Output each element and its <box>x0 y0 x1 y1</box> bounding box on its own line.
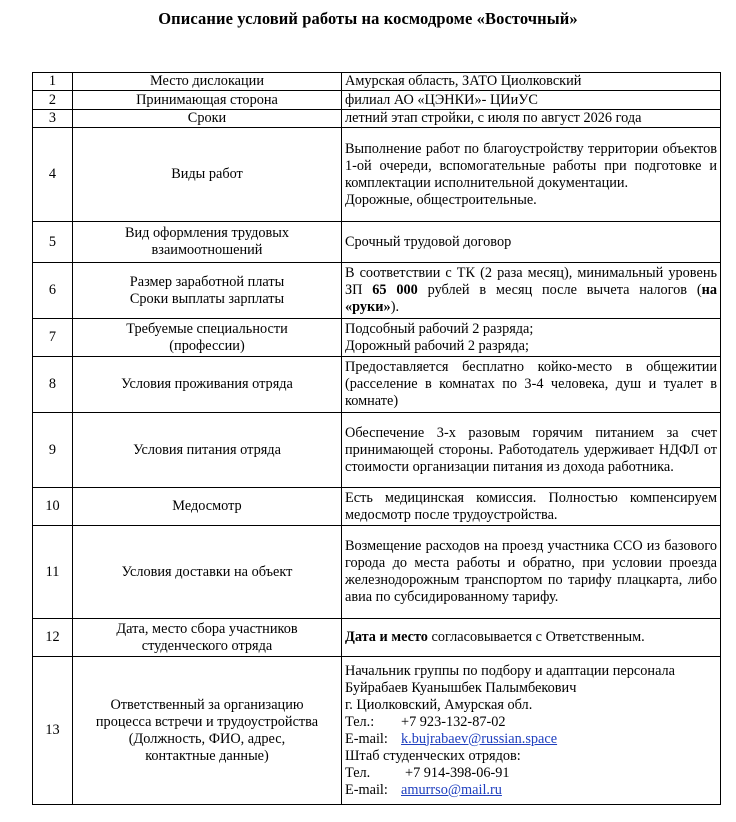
row-number: 5 <box>33 222 73 263</box>
table-row <box>33 73 721 91</box>
contact-name: Буйрабаев Куанышбек Палымбекович <box>345 679 577 696</box>
row-number: 4 <box>33 128 73 222</box>
table-row <box>33 263 721 319</box>
email-link-2[interactable]: amurrso@mail.ru <box>401 781 502 798</box>
contact-email-2: E-mail: amurrso@mail.ru <box>345 781 502 798</box>
row-number: 8 <box>33 357 73 413</box>
conditions-table <box>32 72 721 805</box>
row-number: 1 <box>33 73 73 91</box>
table-row <box>33 128 721 222</box>
table-row <box>33 222 721 263</box>
table-row <box>33 319 721 357</box>
row-label: Требуемые специальности (профессии) <box>73 319 342 357</box>
row-value: В соответствии с ТК (2 раза месяц), минимальный уровень ЗП 65 000 рублей в месяц после вычета налогов (на «руки»). <box>342 263 721 319</box>
row-number: 12 <box>33 619 73 657</box>
row-number: 10 <box>33 488 73 526</box>
row-label: Медосмотр <box>73 488 342 526</box>
row-label: Дата, место сбора участников студенческого отряда <box>73 619 342 657</box>
row-number: 3 <box>33 110 73 128</box>
contact-phone-1: Тел.: +7 923-132-87-02 <box>345 713 506 730</box>
row-label: Условия питания отряда <box>73 413 342 488</box>
email-link-1[interactable]: k.bujrabaev@russian.space <box>401 730 558 747</box>
row-value: Дата и место согласовывается с Ответственным. <box>342 619 721 657</box>
row-number: 6 <box>33 263 73 319</box>
contact-position: Начальник группы по подбору и адаптации персонала <box>345 662 676 679</box>
row-label: Виды работ <box>73 128 342 222</box>
row-value: Амурская область, ЗАТО Циолковский <box>342 73 721 91</box>
row-label: Место дислокации <box>73 73 342 91</box>
table-row <box>33 488 721 526</box>
row-value: филиал АО «ЦЭНКИ»- ЦИиУС <box>342 91 721 110</box>
table-row <box>33 619 721 657</box>
contact-address: г. Циолковский, Амурская обл. <box>345 696 533 713</box>
table-row <box>33 110 721 128</box>
row-label: Ответственный за организацию процесса встречи и трудоустройства (Должность, ФИО, адрес, контактные данные) <box>73 657 342 805</box>
row-number: 2 <box>33 91 73 110</box>
hq-label: Штаб студенческих отрядов: <box>345 747 521 764</box>
row-value: Обеспечение 3-х разовым горячим питанием за счет принимающей стороны. Работодатель удерживает НДФЛ от стоимости организации питания из дохода работника. <box>342 413 721 488</box>
row-label: Сроки <box>73 110 342 128</box>
row-value: Срочный трудовой договор <box>342 222 721 263</box>
contact-email-1: E-mail: k.bujrabaev@russian.space <box>345 730 558 747</box>
row-value: Возмещение расходов на проезд участника ССО из базового города до места работы и обратно, при условии проезда железнодорожным транспортом по тарифу плацкарта, либо авиа по субсидированному тарифу. <box>342 526 721 619</box>
row-value: Выполнение работ по благоустройству территории объектов 1-ой очереди, вспомогательные работы при подготовке и комплектации исполнительной документации. Дорожные, общестроительные. <box>342 128 721 222</box>
row-label: Размер заработной платы Сроки выплаты зарплаты <box>73 263 342 319</box>
contact-phone-2: Тел. +7 914-398-06-91 <box>345 764 510 781</box>
row-label: Принимающая сторона <box>73 91 342 110</box>
row-value: Есть медицинская комиссия. Полностью компенсируем медосмотр после трудоустройства. <box>342 488 721 526</box>
row-number: 13 <box>33 657 73 805</box>
row-label: Условия доставки на объект <box>73 526 342 619</box>
table-row <box>33 91 721 110</box>
row-value: Подсобный рабочий 2 разряда; Дорожный рабочий 2 разряда; <box>342 319 721 357</box>
row-number: 7 <box>33 319 73 357</box>
table-row <box>33 657 721 805</box>
table-row <box>33 526 721 619</box>
row-number: 11 <box>33 526 73 619</box>
contact-info <box>342 657 721 805</box>
row-value: Предоставляется бесплатно койко-место в общежитии (расселение в комнатах по 3-4 человека, душ и туалет в комнате) <box>342 357 721 413</box>
row-label: Вид оформления трудовых взаимоотношений <box>73 222 342 263</box>
row-value: летний этап стройки, с июля по август 2026 года <box>342 110 721 128</box>
table-row <box>33 413 721 488</box>
document-title: Описание условий работы на космодроме «Восточный» <box>158 9 578 28</box>
row-label: Условия проживания отряда <box>73 357 342 413</box>
table-row <box>33 357 721 413</box>
row-number: 9 <box>33 413 73 488</box>
